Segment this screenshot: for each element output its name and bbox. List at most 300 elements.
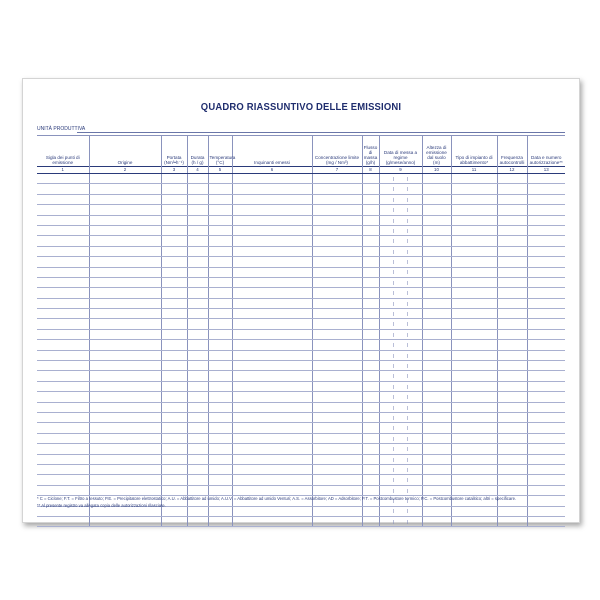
table-cell[interactable] — [37, 381, 89, 391]
table-cell[interactable] — [161, 433, 187, 443]
table-cell[interactable] — [527, 236, 565, 246]
table-cell[interactable] — [187, 225, 208, 235]
table-cell[interactable] — [89, 412, 161, 422]
table-cell[interactable] — [422, 475, 451, 485]
table-cell[interactable] — [89, 298, 161, 308]
table-cell[interactable] — [187, 444, 208, 454]
table-cell[interactable] — [312, 184, 362, 194]
table-cell[interactable] — [527, 225, 565, 235]
table-cell[interactable] — [379, 319, 422, 329]
table-cell[interactable] — [208, 350, 232, 360]
table-cell[interactable] — [527, 267, 565, 277]
table-cell[interactable] — [208, 475, 232, 485]
table-cell[interactable] — [37, 288, 89, 298]
table-cell[interactable] — [451, 184, 497, 194]
table-cell[interactable] — [312, 236, 362, 246]
table-cell[interactable] — [379, 340, 422, 350]
table-cell[interactable] — [379, 454, 422, 464]
table-cell[interactable] — [362, 371, 379, 381]
table-cell[interactable] — [362, 267, 379, 277]
table-cell[interactable] — [527, 454, 565, 464]
table-cell[interactable] — [37, 340, 89, 350]
table-cell[interactable] — [497, 423, 527, 433]
table-cell[interactable] — [497, 194, 527, 204]
table-cell[interactable] — [89, 246, 161, 256]
table-cell[interactable] — [497, 319, 527, 329]
table-cell[interactable] — [362, 257, 379, 267]
table-cell[interactable] — [497, 329, 527, 339]
table-cell[interactable] — [37, 464, 89, 474]
table-cell[interactable] — [208, 225, 232, 235]
table-cell[interactable] — [161, 444, 187, 454]
table-cell[interactable] — [362, 184, 379, 194]
table-cell[interactable] — [232, 444, 312, 454]
table-cell[interactable] — [422, 361, 451, 371]
table-cell[interactable] — [362, 350, 379, 360]
table-cell[interactable] — [312, 257, 362, 267]
table-cell[interactable] — [362, 392, 379, 402]
table-cell[interactable] — [89, 329, 161, 339]
table-cell[interactable] — [451, 319, 497, 329]
table-cell[interactable] — [422, 225, 451, 235]
table-cell[interactable] — [451, 392, 497, 402]
table-cell[interactable] — [422, 423, 451, 433]
table-cell[interactable] — [527, 433, 565, 443]
table-cell[interactable] — [37, 350, 89, 360]
table-cell[interactable] — [37, 246, 89, 256]
table-cell[interactable] — [161, 329, 187, 339]
table-cell[interactable] — [187, 381, 208, 391]
table-cell[interactable] — [161, 277, 187, 287]
table-cell[interactable] — [232, 371, 312, 381]
table-cell[interactable] — [312, 464, 362, 474]
table-cell[interactable] — [232, 225, 312, 235]
table-cell[interactable] — [312, 215, 362, 225]
table-cell[interactable] — [161, 381, 187, 391]
table-cell[interactable] — [208, 340, 232, 350]
table-cell[interactable] — [379, 174, 422, 184]
table-cell[interactable] — [37, 225, 89, 235]
table-cell[interactable] — [379, 225, 422, 235]
table-cell[interactable] — [497, 267, 527, 277]
table-cell[interactable] — [362, 381, 379, 391]
table-cell[interactable] — [527, 205, 565, 215]
table-cell[interactable] — [422, 174, 451, 184]
table-cell[interactable] — [362, 298, 379, 308]
table-cell[interactable] — [232, 329, 312, 339]
table-cell[interactable] — [89, 309, 161, 319]
table-cell[interactable] — [451, 454, 497, 464]
table-cell[interactable] — [232, 516, 312, 526]
table-cell[interactable] — [527, 350, 565, 360]
table-cell[interactable] — [37, 423, 89, 433]
table-cell[interactable] — [362, 361, 379, 371]
table-cell[interactable] — [161, 184, 187, 194]
table-cell[interactable] — [89, 277, 161, 287]
table-cell[interactable] — [422, 194, 451, 204]
table-cell[interactable] — [362, 236, 379, 246]
table-cell[interactable] — [451, 464, 497, 474]
table-cell[interactable] — [362, 340, 379, 350]
table-cell[interactable] — [527, 371, 565, 381]
table-cell[interactable] — [312, 433, 362, 443]
table-cell[interactable] — [312, 319, 362, 329]
table-cell[interactable] — [37, 516, 89, 526]
table-cell[interactable] — [312, 423, 362, 433]
table-cell[interactable] — [422, 215, 451, 225]
table-cell[interactable] — [422, 433, 451, 443]
table-cell[interactable] — [187, 215, 208, 225]
table-cell[interactable] — [208, 371, 232, 381]
table-cell[interactable] — [208, 184, 232, 194]
table-cell[interactable] — [379, 475, 422, 485]
table-cell[interactable] — [89, 350, 161, 360]
table-cell[interactable] — [527, 246, 565, 256]
table-cell[interactable] — [37, 309, 89, 319]
table-cell[interactable] — [208, 454, 232, 464]
table-cell[interactable] — [379, 381, 422, 391]
table-cell[interactable] — [161, 475, 187, 485]
table-cell[interactable] — [208, 174, 232, 184]
table-cell[interactable] — [362, 205, 379, 215]
table-cell[interactable] — [422, 392, 451, 402]
table-cell[interactable] — [497, 246, 527, 256]
table-cell[interactable] — [89, 236, 161, 246]
table-cell[interactable] — [362, 329, 379, 339]
table-cell[interactable] — [527, 475, 565, 485]
table-cell[interactable] — [208, 516, 232, 526]
table-cell[interactable] — [422, 454, 451, 464]
table-cell[interactable] — [451, 174, 497, 184]
table-cell[interactable] — [89, 194, 161, 204]
table-cell[interactable] — [527, 464, 565, 474]
table-cell[interactable] — [422, 412, 451, 422]
table-cell[interactable] — [161, 215, 187, 225]
table-cell[interactable] — [497, 402, 527, 412]
table-cell[interactable] — [89, 184, 161, 194]
table-cell[interactable] — [187, 184, 208, 194]
table-cell[interactable] — [422, 444, 451, 454]
table-cell[interactable] — [362, 215, 379, 225]
table-cell[interactable] — [451, 444, 497, 454]
table-cell[interactable] — [379, 194, 422, 204]
table-cell[interactable] — [187, 257, 208, 267]
table-cell[interactable] — [312, 392, 362, 402]
table-cell[interactable] — [37, 194, 89, 204]
table-cell[interactable] — [362, 319, 379, 329]
table-cell[interactable] — [362, 475, 379, 485]
table-cell[interactable] — [362, 464, 379, 474]
table-cell[interactable] — [37, 371, 89, 381]
table-cell[interactable] — [232, 215, 312, 225]
table-cell[interactable] — [187, 516, 208, 526]
table-cell[interactable] — [422, 257, 451, 267]
table-cell[interactable] — [37, 319, 89, 329]
table-cell[interactable] — [208, 423, 232, 433]
table-cell[interactable] — [161, 412, 187, 422]
table-cell[interactable] — [497, 225, 527, 235]
table-cell[interactable] — [527, 516, 565, 526]
table-cell[interactable] — [232, 392, 312, 402]
table-cell[interactable] — [89, 423, 161, 433]
table-cell[interactable] — [208, 267, 232, 277]
table-cell[interactable] — [187, 288, 208, 298]
table-cell[interactable] — [312, 371, 362, 381]
table-cell[interactable] — [161, 340, 187, 350]
table-cell[interactable] — [451, 225, 497, 235]
table-cell[interactable] — [161, 225, 187, 235]
table-cell[interactable] — [232, 475, 312, 485]
table-cell[interactable] — [208, 392, 232, 402]
table-cell[interactable] — [89, 225, 161, 235]
table-cell[interactable] — [161, 392, 187, 402]
table-cell[interactable] — [312, 329, 362, 339]
table-cell[interactable] — [379, 412, 422, 422]
table-cell[interactable] — [208, 319, 232, 329]
table-cell[interactable] — [89, 267, 161, 277]
table-cell[interactable] — [379, 298, 422, 308]
table-cell[interactable] — [37, 215, 89, 225]
table-cell[interactable] — [527, 257, 565, 267]
table-cell[interactable] — [89, 288, 161, 298]
table-cell[interactable] — [451, 475, 497, 485]
table-cell[interactable] — [422, 371, 451, 381]
table-cell[interactable] — [187, 402, 208, 412]
table-cell[interactable] — [232, 184, 312, 194]
table-cell[interactable] — [232, 236, 312, 246]
table-cell[interactable] — [451, 246, 497, 256]
table-cell[interactable] — [451, 277, 497, 287]
table-cell[interactable] — [362, 516, 379, 526]
table-cell[interactable] — [161, 288, 187, 298]
table-cell[interactable] — [422, 381, 451, 391]
table-cell[interactable] — [208, 464, 232, 474]
table-cell[interactable] — [379, 361, 422, 371]
table-cell[interactable] — [422, 350, 451, 360]
table-cell[interactable] — [37, 412, 89, 422]
table-cell[interactable] — [362, 174, 379, 184]
table-cell[interactable] — [497, 174, 527, 184]
table-cell[interactable] — [187, 205, 208, 215]
table-cell[interactable] — [362, 194, 379, 204]
table-cell[interactable] — [89, 475, 161, 485]
table-cell[interactable] — [379, 267, 422, 277]
table-cell[interactable] — [527, 444, 565, 454]
table-cell[interactable] — [208, 361, 232, 371]
table-cell[interactable] — [312, 361, 362, 371]
table-cell[interactable] — [527, 423, 565, 433]
table-cell[interactable] — [497, 257, 527, 267]
table-cell[interactable] — [497, 381, 527, 391]
table-cell[interactable] — [379, 423, 422, 433]
table-cell[interactable] — [232, 340, 312, 350]
table-cell[interactable] — [422, 402, 451, 412]
table-cell[interactable] — [362, 423, 379, 433]
table-cell[interactable] — [161, 298, 187, 308]
table-cell[interactable] — [527, 215, 565, 225]
table-cell[interactable] — [161, 267, 187, 277]
table-cell[interactable] — [312, 288, 362, 298]
table-cell[interactable] — [232, 454, 312, 464]
table-cell[interactable] — [187, 267, 208, 277]
table-cell[interactable] — [497, 298, 527, 308]
table-cell[interactable] — [379, 246, 422, 256]
table-cell[interactable] — [89, 205, 161, 215]
table-cell[interactable] — [527, 381, 565, 391]
table-cell[interactable] — [161, 350, 187, 360]
table-cell[interactable] — [37, 257, 89, 267]
table-cell[interactable] — [451, 516, 497, 526]
table-cell[interactable] — [362, 309, 379, 319]
table-cell[interactable] — [379, 402, 422, 412]
table-cell[interactable] — [527, 277, 565, 287]
table-cell[interactable] — [232, 464, 312, 474]
table-cell[interactable] — [497, 433, 527, 443]
table-cell[interactable] — [208, 257, 232, 267]
table-cell[interactable] — [37, 205, 89, 215]
table-cell[interactable] — [161, 236, 187, 246]
table-cell[interactable] — [232, 381, 312, 391]
table-cell[interactable] — [89, 340, 161, 350]
table-cell[interactable] — [362, 433, 379, 443]
table-cell[interactable] — [187, 298, 208, 308]
table-cell[interactable] — [312, 277, 362, 287]
table-cell[interactable] — [497, 412, 527, 422]
table-cell[interactable] — [312, 267, 362, 277]
table-cell[interactable] — [187, 433, 208, 443]
table-cell[interactable] — [312, 454, 362, 464]
table-cell[interactable] — [527, 402, 565, 412]
table-cell[interactable] — [451, 298, 497, 308]
table-cell[interactable] — [497, 361, 527, 371]
table-cell[interactable] — [527, 309, 565, 319]
table-cell[interactable] — [161, 516, 187, 526]
table-cell[interactable] — [232, 309, 312, 319]
table-cell[interactable] — [497, 444, 527, 454]
table-cell[interactable] — [89, 371, 161, 381]
table-cell[interactable] — [312, 516, 362, 526]
table-cell[interactable] — [89, 215, 161, 225]
table-cell[interactable] — [208, 329, 232, 339]
table-cell[interactable] — [187, 361, 208, 371]
table-cell[interactable] — [451, 205, 497, 215]
table-cell[interactable] — [497, 215, 527, 225]
table-cell[interactable] — [187, 236, 208, 246]
table-cell[interactable] — [497, 454, 527, 464]
table-cell[interactable] — [379, 371, 422, 381]
table-cell[interactable] — [161, 257, 187, 267]
table-cell[interactable] — [232, 246, 312, 256]
table-cell[interactable] — [379, 350, 422, 360]
table-cell[interactable] — [451, 236, 497, 246]
table-cell[interactable] — [187, 350, 208, 360]
table-cell[interactable] — [362, 454, 379, 464]
table-cell[interactable] — [232, 277, 312, 287]
table-cell[interactable] — [312, 174, 362, 184]
table-cell[interactable] — [208, 236, 232, 246]
unit-input-line[interactable] — [77, 132, 565, 133]
table-cell[interactable] — [37, 174, 89, 184]
table-cell[interactable] — [232, 350, 312, 360]
table-cell[interactable] — [362, 402, 379, 412]
table-cell[interactable] — [161, 309, 187, 319]
table-cell[interactable] — [527, 194, 565, 204]
table-cell[interactable] — [379, 184, 422, 194]
table-cell[interactable] — [232, 174, 312, 184]
table-cell[interactable] — [527, 392, 565, 402]
table-cell[interactable] — [89, 319, 161, 329]
table-cell[interactable] — [187, 371, 208, 381]
table-cell[interactable] — [312, 350, 362, 360]
table-cell[interactable] — [208, 277, 232, 287]
table-cell[interactable] — [451, 215, 497, 225]
table-cell[interactable] — [187, 454, 208, 464]
table-cell[interactable] — [422, 329, 451, 339]
table-cell[interactable] — [497, 350, 527, 360]
table-cell[interactable] — [379, 464, 422, 474]
table-cell[interactable] — [187, 309, 208, 319]
table-cell[interactable] — [232, 194, 312, 204]
table-cell[interactable] — [379, 392, 422, 402]
table-cell[interactable] — [379, 215, 422, 225]
table-cell[interactable] — [451, 329, 497, 339]
table-cell[interactable] — [497, 277, 527, 287]
table-cell[interactable] — [379, 205, 422, 215]
table-cell[interactable] — [89, 402, 161, 412]
table-cell[interactable] — [422, 267, 451, 277]
table-cell[interactable] — [187, 194, 208, 204]
table-cell[interactable] — [422, 319, 451, 329]
table-cell[interactable] — [451, 309, 497, 319]
table-cell[interactable] — [451, 340, 497, 350]
table-cell[interactable] — [312, 309, 362, 319]
table-cell[interactable] — [527, 184, 565, 194]
table-cell[interactable] — [187, 319, 208, 329]
table-cell[interactable] — [527, 298, 565, 308]
table-cell[interactable] — [497, 236, 527, 246]
table-cell[interactable] — [422, 516, 451, 526]
table-cell[interactable] — [451, 371, 497, 381]
table-cell[interactable] — [37, 184, 89, 194]
table-cell[interactable] — [187, 423, 208, 433]
table-cell[interactable] — [208, 412, 232, 422]
table-cell[interactable] — [362, 444, 379, 454]
table-cell[interactable] — [527, 412, 565, 422]
table-cell[interactable] — [527, 174, 565, 184]
table-cell[interactable] — [422, 309, 451, 319]
table-cell[interactable] — [232, 257, 312, 267]
table-cell[interactable] — [187, 329, 208, 339]
table-cell[interactable] — [362, 246, 379, 256]
table-cell[interactable] — [379, 288, 422, 298]
table-cell[interactable] — [312, 340, 362, 350]
table-cell[interactable] — [451, 423, 497, 433]
table-cell[interactable] — [37, 329, 89, 339]
table-cell[interactable] — [422, 236, 451, 246]
table-cell[interactable] — [497, 184, 527, 194]
table-cell[interactable] — [161, 423, 187, 433]
table-cell[interactable] — [89, 257, 161, 267]
table-cell[interactable] — [379, 277, 422, 287]
table-cell[interactable] — [527, 319, 565, 329]
table-cell[interactable] — [497, 309, 527, 319]
table-cell[interactable] — [312, 298, 362, 308]
table-cell[interactable] — [312, 194, 362, 204]
table-cell[interactable] — [161, 464, 187, 474]
table-cell[interactable] — [187, 174, 208, 184]
table-cell[interactable] — [379, 516, 422, 526]
table-cell[interactable] — [451, 267, 497, 277]
